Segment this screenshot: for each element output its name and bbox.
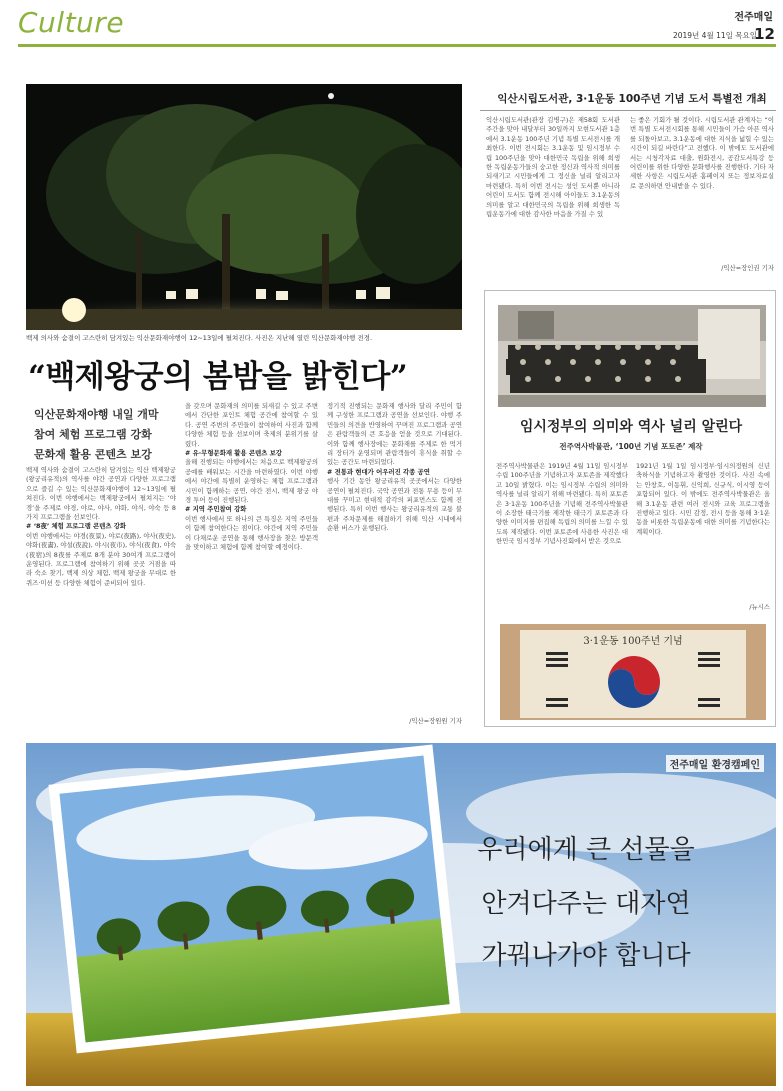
campaign-line-3: 가꿔나가야 합니다 (481, 941, 691, 971)
group-photo-illustration (498, 305, 766, 407)
article2-column-2: 는 좋은 기회가 될 것이다. 시립도서관 관계자는 “이번 특별 도서전시회를 통해 시민들이 가슴 아픈 역사를 되돌아보고, 3.1운동에 대한 지식을 넓힐 수 있는 시간이 되길 바란다”고 전했다. 이 밖에도 도서관에서는 시청각자료 대출, 원화전시, 공감도서특강 등 어린이를 위한 다양한 문화행사를 진행한다. 기타 자세한 사항은 시립도서관 홈페이지 또는 정보자료실로 문의하면 안내받을 수 있다. (630, 116, 774, 190)
article1-column-2 (185, 402, 318, 724)
article3-column-2: 1921년 1월 1일 임시정부·임시의정원의 신년 축하식을 기념하고자 촬영한 것이다. 사진 속에는 안창호, 이동휘, 신익희, 신규식, 이시영 등이 포함되어 있다. 이 밖에도 전주역사박물관은 올해 3.1운동 관련 여러 전시와 교육 프로그램을 진행하고 있다. 시민 감정, 전시 등을 통해 3·1운동을 비롯한 독립운동에 대한 의미를 기념한다는 계획이다. (636, 462, 770, 536)
article1-col3-heading: # 전통과 현대가 어우러진 각종 공연 (327, 467, 430, 476)
paper-name: 전주매일 (734, 12, 773, 23)
subhead-3: 문화재 활용 콘텐츠 보강 (34, 448, 152, 461)
subhead-2: 참여 체험 프로그램 강화 (34, 428, 152, 441)
article1-col2-text-b: 올해 진행되는 야행에서는 처음으로 백제왕궁의 공예를 배워보는 시간을 마련하였다. 이번 야행에서 야간에 특별히 운영하는 체험 프로그램과 시민이 함께하는 공연, 야간 전시, 백제 왕궁 야경 투어 등이 진행된다. (185, 458, 318, 505)
photo-caption: 백제 의사와 숨결이 고스란히 담겨있는 익산문화재야행이 12~13일에 펼쳐진다. 사진은 지난해 열린 익산문화재야행 전경. (26, 334, 373, 342)
article3-title: 임시정부의 의미와 역사 널리 알린다 (519, 419, 743, 435)
festival-night-illustration (26, 84, 462, 330)
taegukgi-photo (500, 624, 766, 720)
campaign-line-2: 안겨다주는 대자연 (481, 889, 691, 919)
campaign-label: 전주매일 환경캠페인 (666, 755, 764, 772)
section-rule (18, 44, 776, 47)
article1-col1-text: 백제 역사와 숨결이 고스란히 담겨있는 익산 백제왕궁(왕궁리유적)의 역사를 야간 공연과 다양한 프로그램으로 즐길 수 있는 익산문화재야행이 12~13일에 펼쳐진다. 이번 야행에서는 백제왕궁에서 펼쳐지는 ‘야경’을 주제로 야경, 야로, 야사, 야화, 야식, 야숙 등 8가지 프로그램을 선보인다. (26, 466, 176, 522)
article2-column-1: 익산시립도서관(관장 김병구)은 제58회 도서관주간을 맞아 내달부터 30일까지 모현도서관 1층에서 3.1운동 100주년 기념 특별 도서전시를 개최한다. 이번 전시회는 3.1운동 및 임시정부 수립 100주년을 맞아 대한민국 독립을 위해 희생한 독립운동가들의 숭고한 정신과 역사적 의미를 되새기고 시민들에게 그 정신을 널리 알리고자 마련됐다. 특히 이번 전시는 성인 도서뿐 아니라 어린이 도서도 함께 전시해 아이들도 3.1운동의 의미를 알고 대한민국의 독립을 위해 희생한 독립운동가에 대한 감사한 마음을 가질 수 있 (486, 116, 620, 219)
environment-campaign-ad (26, 743, 776, 1086)
article1-byline: /익산=장원원 기자 (409, 717, 462, 725)
article-headline: “백제왕궁의 봄밤을 밝힌다” (28, 359, 408, 395)
article1-col3-text: 정기적 진행되는 문화재 행사와 달리 주민이 함께 구성한 프로그램과 공연을 선보인다. 야행 주민들의 의견을 반영하여 꾸며진 프로그램과 공연은 관람객들의 큰 호응을 얻을 것으로 기대된다. 이와 함께 행사장에는 문화재를 주제로 한 먹거리 장터가 운영되며 관람객들이 휴식을 취할 수 있는 공간도 마련되었다. (327, 402, 462, 467)
article3-subtitle: 전주역사박물관, ‘100년 기념 포토존’ 제작 (559, 442, 703, 451)
article2-byline: /익산=장인권 기자 (721, 264, 774, 272)
article1-column-3 (327, 402, 462, 714)
article3-byline: /뉴시스 (749, 603, 770, 611)
article1-col2-text: 을 갖으며 문화재의 의미를 되새길 수 있고 주변에서 간단한 포인트 체험 공간에 참여할 수 있다. 공연 주변의 주민들이 참여하여 사진과 함께 다양한 체험 등을 선보이며 축제의 분위기를 살렸다. (185, 402, 318, 448)
article1-col1-text-b: 이번 야행에서는 야경(夜景), 야로(夜路), 야사(夜史), 야화(夜畵), 야설(夜說), 야시(夜市), 야식(夜食), 야숙(夜宿)의 8夜를 주제로 8개 분야 30여개 프로그램이 운영된다. 프로그램에 참여하기 위해 곳곳 거점을 따라 숙소 찾기, 백제 의상 체험, 백제 왕궁을 무대로 한 퀴즈·미션 등 다양한 체험이 준비되어 있다. (26, 531, 176, 587)
issue-date: 2019년 4월 11일 목요일 (672, 31, 757, 40)
campaign-line-1: 우리에게 큰 선물을 (477, 835, 695, 865)
festival-night-photo (26, 84, 462, 330)
article1-col2-heading-2: # 지역 주민참여 강화 (185, 505, 247, 514)
article-subheads (34, 405, 184, 465)
subhead-1: 익산문화재야행 내일 개막 (34, 408, 159, 421)
section-title: Culture (18, 6, 125, 39)
article1-col2-text-c: 이번 행사에서 또 하나의 큰 특징은 지역 주민들이 함께 참여한다는 점이다. 야간에 지역 주민들이 다채로운 공연을 통해 행사장을 찾은 방문객을 맞이하고 체험에 함께 참여할 예정이다. (185, 514, 318, 552)
article1-column-1 (26, 466, 176, 720)
provisional-government-photo (498, 305, 766, 407)
article2-title: 익산시립도서관, 3·1운동 100주년 기념 도서 특별전 개최 (497, 93, 767, 105)
article1-col2-heading: # 유·무형문화재 활용 콘텐츠 보강 (185, 449, 282, 458)
flag-caption-text: 3·1운동 100주년 기념 (583, 636, 683, 647)
article2-rule (480, 110, 776, 111)
page-number: 12 (754, 25, 775, 43)
article1-col1-heading: # ‘8夜’ 체험 프로그램 콘텐츠 강화 (26, 522, 127, 531)
article1-col3-text-b: 행사 기간 동안 왕궁리유적 곳곳에서는 다양한 공연이 펼쳐진다. 국악 공연과 전통 무용 등이 무대를 꾸미고 현대적 감각의 퍼포먼스도 함께 진행된다. 특히 이번 행사는 왕궁리유적의 교통 불편과 주차문제를 해결하기 위해 익산 시내에서 순환 버스가 운행된다. (327, 477, 462, 533)
flag-illustration (500, 624, 766, 720)
article3-column-1: 전주역사박물관은 1919년 4월 11일 임시정부 수립 100주년을 기념하고자 포토존을 제작했다고 10일 밝혔다. 이는 임시정부 수립의 의미와 역사를 널리 알리기 위해 마련됐다. 특히 포토존은 3·1운동 100주년을 기념해 전주역사박물관이 소장한 태극기를 제작한 태극기 포토존과 다양한 이미지를 편집해 독립의 의미를 느낄 수 있도록 제작됐다. 이번 포토존에 사용한 사진은 대한민국 임시정부 기념사진회에서 받은 것으로 (496, 462, 628, 546)
